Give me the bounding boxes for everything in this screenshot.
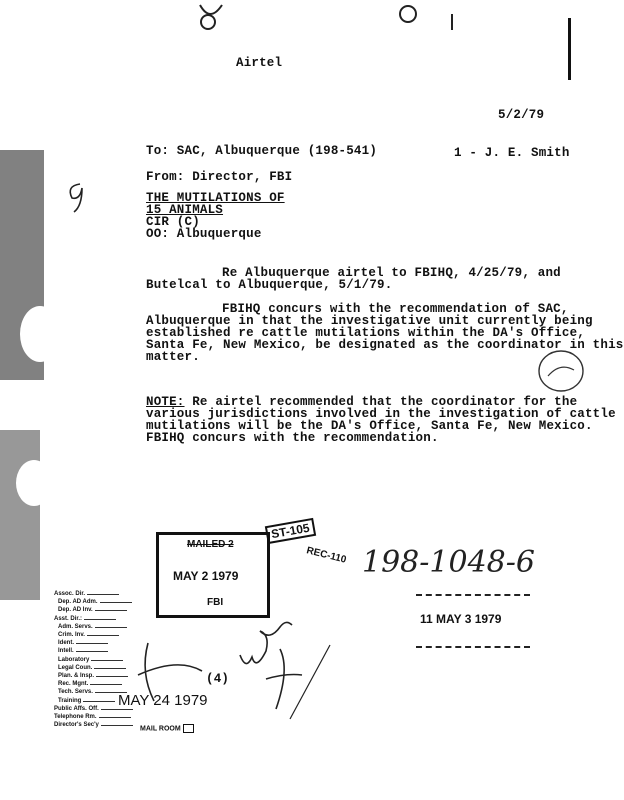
routing-item: Training xyxy=(54,697,133,705)
para2-line2: Albuquerque in that the investigative unit currently being xyxy=(146,314,593,328)
note-line3: mutilations will be the DA's Office, Santa Fe, New Mexico. xyxy=(146,419,593,433)
scan-smudge-bottom xyxy=(0,430,40,600)
scan-line-right xyxy=(568,18,571,80)
margin-handwritten-nine xyxy=(62,178,92,218)
routing-item: Dep. AD Adm. xyxy=(54,598,133,606)
routing-item: Ident. xyxy=(54,639,133,647)
routing-item: Adm. Servs. xyxy=(54,623,133,631)
handwritten-initials xyxy=(130,615,340,725)
routing-item: Tech. Servs. xyxy=(54,688,133,696)
routing-item: Dep. AD Inv. xyxy=(54,606,133,614)
file-number: 198-1048-6 xyxy=(362,545,535,580)
routing-item: Assoc. Dir. xyxy=(54,590,133,598)
document-date: 5/2/79 xyxy=(498,108,545,122)
para1-line1: Re Albuquerque airtel to FBIHQ, 4/25/79, and xyxy=(222,266,561,280)
subject-line-4: OO: Albuquerque xyxy=(146,227,262,241)
note-line2: various jurisdictions involved in the investigation of cattle xyxy=(146,407,616,421)
margin-circle-scribble xyxy=(534,346,588,396)
note-line4: FBIHQ concurs with the recommendation. xyxy=(146,431,439,445)
mail-room-label xyxy=(140,724,194,733)
received-date-stamp: 11 MAY 3 1979 xyxy=(420,612,502,626)
to-line: To: SAC, Albuquerque (198-541) xyxy=(146,144,378,158)
punch-hole xyxy=(20,306,60,362)
mailed-stamp-title: MAILED 2 xyxy=(187,539,234,550)
routing-item: Laboratory xyxy=(54,656,133,664)
mailed-stamp-footer: FBI xyxy=(207,597,224,608)
punch-hole-2 xyxy=(16,460,52,506)
mailed-stamp-date: MAY 2 1979 xyxy=(173,569,239,583)
subject-line-2: 15 ANIMALS xyxy=(146,203,224,217)
routing-item: Intell. xyxy=(54,647,133,655)
routing-item: Crim. Inv. xyxy=(54,631,133,639)
from-line: From: Director, FBI xyxy=(146,170,293,184)
st-code-stamp: ST-105 xyxy=(265,518,316,544)
note-label: NOTE: xyxy=(146,395,185,409)
routing-item: Legal Coun. xyxy=(54,664,133,672)
para2-line3: established re cattle mutilations within the DA's Office, xyxy=(146,326,585,340)
subject-line-1: THE MUTILATIONS OF xyxy=(146,191,285,205)
routing-item: Asst. Dir.: xyxy=(54,615,133,623)
para2-line5: matter. xyxy=(146,350,200,364)
routing-item: Director's Sec'y xyxy=(54,721,133,729)
enclosure-count: (4) xyxy=(206,672,230,686)
routing-item: Rec. Mgnt. xyxy=(54,680,133,688)
cc-line: 1 - J. E. Smith xyxy=(454,146,570,160)
document-type-label: Airtel xyxy=(236,56,283,70)
subject-line-3: CIR (C) xyxy=(146,215,200,229)
routing-item: Plan. & Insp. xyxy=(54,672,133,680)
routing-item: Telephone Rm. xyxy=(54,713,133,721)
mail-room-text: MAIL ROOM xyxy=(140,725,181,733)
rec-code-stamp: REC-110 xyxy=(305,545,348,566)
routing-item: Public Affs. Off. xyxy=(54,705,133,713)
para1-line2: Butelcal to Albuquerque, 5/1/79. xyxy=(146,278,393,292)
mailed-stamp xyxy=(156,532,270,618)
top-handwriting-marks xyxy=(190,0,470,40)
para2-line1: FBIHQ concurs with the recommendation of SAC, xyxy=(222,302,569,316)
note-text-1: Re airtel recommended that the coordinator for the xyxy=(184,395,578,409)
bottom-date-stamp: MAY 24 1979 xyxy=(118,692,208,709)
para2-line4: Santa Fe, New Mexico, be designated as the coordinator in this xyxy=(146,338,624,352)
mail-room-box-icon xyxy=(183,724,194,733)
